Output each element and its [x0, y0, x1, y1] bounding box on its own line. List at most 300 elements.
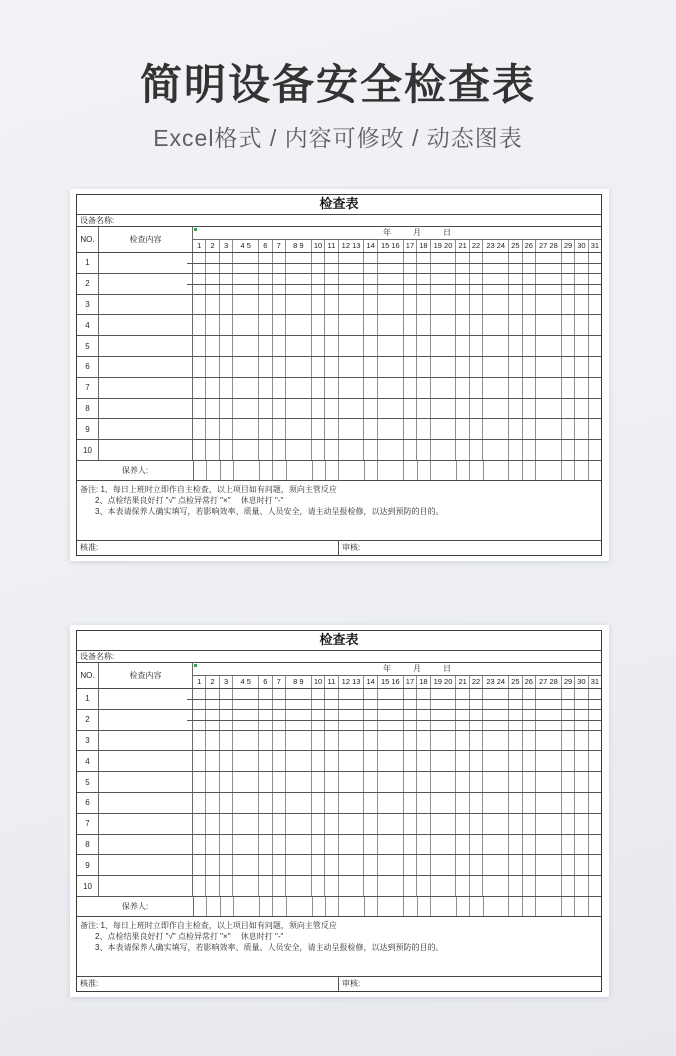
day-cell — [535, 336, 561, 356]
day-cell — [272, 336, 285, 356]
day-cell — [363, 855, 376, 875]
day-cell — [455, 253, 468, 273]
day-cells — [193, 751, 601, 771]
signature-row — [77, 977, 601, 991]
day-cells — [193, 440, 601, 460]
day-cell — [455, 315, 468, 335]
day-cell — [272, 274, 285, 294]
inspection-row — [77, 855, 601, 876]
day-cell — [285, 419, 311, 439]
day-cell — [574, 399, 587, 419]
inspection-row — [77, 689, 601, 710]
day-cells — [193, 357, 601, 377]
day-cell — [416, 689, 429, 709]
day-cell — [403, 315, 416, 335]
row-number-cell: 5 — [77, 336, 99, 356]
day-cell — [574, 731, 587, 751]
day-cell — [311, 315, 324, 335]
day-cell — [561, 835, 574, 855]
day-cell — [377, 295, 403, 315]
day-cell — [561, 897, 574, 916]
day-cell — [430, 772, 456, 792]
page-subtitle: Excel格式 / 内容可修改 / 动态图表 — [153, 125, 523, 151]
day-cell — [482, 751, 508, 771]
day-cell — [522, 772, 535, 792]
day-cell — [535, 440, 561, 460]
day-cells — [193, 731, 601, 751]
inspection-row — [77, 378, 601, 399]
day-cell — [482, 835, 508, 855]
day-cell — [588, 378, 601, 398]
inspection-content-cell — [99, 793, 193, 813]
day-header-cell: 25 — [508, 240, 521, 252]
inspection-content-cell — [99, 253, 193, 273]
day-cell — [219, 440, 232, 460]
day-cell — [233, 897, 259, 916]
content-column-header: 检查内容 — [99, 227, 193, 252]
day-cell — [588, 253, 601, 273]
sheet-card — [70, 189, 609, 561]
day-cell — [416, 336, 429, 356]
day-cells — [193, 419, 601, 439]
day-cell — [364, 897, 377, 916]
day-cell — [574, 461, 587, 480]
day-cell — [455, 751, 468, 771]
day-cell — [455, 399, 468, 419]
day-cells — [193, 336, 601, 356]
day-cell — [430, 897, 456, 916]
day-cell — [219, 793, 232, 813]
day-cell — [522, 876, 535, 896]
day-header-cell: 23 24 — [482, 676, 508, 688]
day-header-cell: 7 — [272, 240, 285, 252]
day-cell — [193, 751, 205, 771]
day-cell — [469, 295, 482, 315]
maintainer-label: 保养人: — [77, 897, 194, 916]
day-cell — [272, 689, 285, 709]
day-cell — [206, 897, 219, 916]
day-cell — [430, 793, 456, 813]
day-cell — [219, 336, 232, 356]
day-cell — [232, 274, 258, 294]
day-cell — [311, 253, 324, 273]
day-cell — [205, 253, 218, 273]
day-cell — [205, 336, 218, 356]
day-cell — [205, 731, 218, 751]
row-number-cell: 3 — [77, 295, 99, 315]
day-header-cell: 29 — [561, 676, 574, 688]
day-cell — [482, 689, 508, 709]
day-cell — [363, 814, 376, 834]
day-cell — [324, 378, 337, 398]
day-number-header-row — [193, 240, 601, 252]
day-cell — [430, 357, 456, 377]
day-cell — [535, 357, 561, 377]
day-cell — [416, 731, 429, 751]
day-cell — [311, 378, 324, 398]
day-cell — [574, 315, 587, 335]
day-cell — [311, 855, 324, 875]
day-cell — [469, 772, 482, 792]
day-cell — [508, 315, 521, 335]
day-cell — [403, 336, 416, 356]
day-cell — [338, 689, 364, 709]
day-cell — [416, 772, 429, 792]
day-cell — [561, 751, 574, 771]
day-cell — [193, 336, 205, 356]
day-cell — [574, 253, 587, 273]
row-number-cell: 6 — [77, 357, 99, 377]
day-cell — [403, 274, 416, 294]
inspection-rows-grid — [77, 253, 601, 461]
day-cell — [311, 336, 324, 356]
day-cell — [324, 855, 337, 875]
day-cell — [455, 835, 468, 855]
day-cell — [232, 399, 258, 419]
day-header-cell: 18 — [416, 240, 429, 252]
cell-marker-dot — [194, 228, 197, 231]
sheet-title: 检查表 — [319, 196, 359, 211]
day-cell — [588, 772, 601, 792]
day-cells — [193, 710, 601, 730]
day-cell — [311, 689, 324, 709]
day-cell — [377, 689, 403, 709]
day-cell — [205, 399, 218, 419]
day-header-cell: 31 — [588, 240, 601, 252]
day-cell — [377, 710, 403, 730]
day-cell — [561, 399, 574, 419]
day-cell — [193, 315, 205, 335]
day-cell — [508, 274, 521, 294]
day-cell — [193, 378, 205, 398]
day-cell — [258, 440, 271, 460]
day-cell — [588, 440, 601, 460]
day-cell — [377, 440, 403, 460]
day-cell — [508, 793, 521, 813]
day-cell — [258, 855, 271, 875]
inspection-row — [77, 315, 601, 336]
day-header-cell: 6 — [258, 676, 271, 688]
day-cell — [324, 336, 337, 356]
day-cell — [588, 399, 601, 419]
day-cell — [508, 689, 521, 709]
day-cell — [259, 461, 272, 480]
day-cell — [455, 772, 468, 792]
day-cell — [522, 295, 535, 315]
day-cell — [272, 253, 285, 273]
day-cell — [403, 751, 416, 771]
day-cell — [588, 295, 601, 315]
day-cell — [455, 295, 468, 315]
day-cell — [522, 419, 535, 439]
day-cell — [535, 772, 561, 792]
day-cell — [416, 814, 429, 834]
day-cell — [232, 378, 258, 398]
day-header-cell: 25 — [508, 676, 521, 688]
row-number-cell: 7 — [77, 378, 99, 398]
day-cell — [324, 295, 337, 315]
maintainer-day-cells — [194, 461, 601, 480]
day-cell — [588, 751, 601, 771]
day-cell — [285, 253, 311, 273]
day-cell — [403, 378, 416, 398]
sheet-table — [76, 194, 602, 556]
day-cell — [403, 689, 416, 709]
day-cell — [588, 274, 601, 294]
day-cell — [193, 876, 205, 896]
day-cell — [258, 710, 271, 730]
day-cell — [508, 835, 521, 855]
day-cell — [403, 793, 416, 813]
day-cell — [574, 897, 587, 916]
day-cell — [482, 336, 508, 356]
day-cell — [219, 855, 232, 875]
row-number-cell: 6 — [77, 793, 99, 813]
day-cell — [430, 731, 456, 751]
day-cell — [574, 835, 587, 855]
day-cell — [338, 731, 364, 751]
day-cell — [588, 855, 601, 875]
day-cell — [193, 689, 205, 709]
day-cell — [205, 440, 218, 460]
day-cell — [338, 357, 364, 377]
day-header-cell: 15 16 — [377, 676, 403, 688]
day-cell — [403, 876, 416, 896]
day-cell — [338, 295, 364, 315]
day-header-cell: 22 — [469, 676, 482, 688]
day-cell — [430, 855, 456, 875]
day-cell — [561, 357, 574, 377]
day-cell — [311, 814, 324, 834]
row-number-cell: 5 — [77, 772, 99, 792]
day-cell — [416, 399, 429, 419]
day-cell — [338, 772, 364, 792]
day-cell — [219, 876, 232, 896]
day-cell — [430, 419, 456, 439]
day-cell — [574, 710, 587, 730]
day-header-cell: 11 — [324, 240, 337, 252]
day-cell — [377, 751, 403, 771]
day-cells — [193, 814, 601, 834]
day-cell — [561, 855, 574, 875]
day-cell — [232, 876, 258, 896]
day-cell — [311, 399, 324, 419]
hero-header — [0, 0, 676, 153]
day-cell — [561, 336, 574, 356]
day-cell — [232, 772, 258, 792]
day-cell — [338, 440, 364, 460]
day-cell — [416, 253, 429, 273]
day-cell — [219, 689, 232, 709]
day-cell — [508, 461, 521, 480]
inspection-content-cell — [99, 772, 193, 792]
day-cell — [430, 315, 456, 335]
day-cell — [588, 419, 601, 439]
notes-block — [77, 481, 601, 541]
day-cell — [416, 378, 429, 398]
row-number-cell: 9 — [77, 855, 99, 875]
day-cells — [193, 855, 601, 875]
day-cell — [588, 876, 601, 896]
day-cell — [522, 689, 535, 709]
day-cell — [363, 253, 376, 273]
table-header-row — [77, 227, 601, 253]
day-cell — [535, 295, 561, 315]
day-cell — [377, 876, 403, 896]
day-cell — [508, 897, 521, 916]
inspection-row — [77, 814, 601, 835]
day-cells — [193, 274, 601, 294]
day-cell — [588, 357, 601, 377]
day-cell — [285, 772, 311, 792]
day-cell — [403, 419, 416, 439]
day-cell — [522, 440, 535, 460]
day-cell — [469, 378, 482, 398]
day-cell — [205, 751, 218, 771]
day-cell — [286, 461, 312, 480]
day-cell — [272, 751, 285, 771]
day-cell — [535, 378, 561, 398]
day-cell — [561, 315, 574, 335]
day-cell — [324, 440, 337, 460]
day-cell — [403, 357, 416, 377]
maintainer-row — [77, 897, 601, 917]
day-cell — [219, 835, 232, 855]
day-cell — [325, 897, 338, 916]
row-number-cell: 9 — [77, 419, 99, 439]
day-cell — [482, 814, 508, 834]
row-number-cell: 4 — [77, 315, 99, 335]
day-cell — [312, 897, 325, 916]
day-cell — [338, 336, 364, 356]
day-cell — [363, 419, 376, 439]
day-cell — [285, 315, 311, 335]
day-cell — [363, 357, 376, 377]
day-cell — [232, 731, 258, 751]
day-cell — [430, 751, 456, 771]
day-cells — [193, 793, 601, 813]
day-cell — [482, 793, 508, 813]
day-cell — [272, 295, 285, 315]
day-cell — [219, 399, 232, 419]
inspection-row — [77, 336, 601, 357]
inspection-row — [77, 295, 601, 316]
day-cell — [193, 772, 205, 792]
day-cell — [258, 835, 271, 855]
day-cell — [311, 876, 324, 896]
date-header-block — [193, 227, 601, 252]
day-cell — [508, 710, 521, 730]
day-header-cell: 8 9 — [285, 240, 311, 252]
day-cell — [258, 419, 271, 439]
inspection-row — [77, 253, 601, 274]
day-cell — [205, 814, 218, 834]
day-cells — [193, 399, 601, 419]
day-cell — [430, 336, 456, 356]
day-cell — [232, 253, 258, 273]
day-cell — [324, 274, 337, 294]
day-cell — [285, 295, 311, 315]
day-cell — [522, 710, 535, 730]
day-cell — [535, 855, 561, 875]
day-cell — [258, 315, 271, 335]
day-cell — [258, 253, 271, 273]
year-month-day-header: 年 月 日 — [193, 227, 601, 240]
day-cell — [430, 689, 456, 709]
day-cell — [508, 772, 521, 792]
day-cell — [285, 855, 311, 875]
day-cell — [588, 336, 601, 356]
note-line: 2、点检结果良好打 "√" 点检异常打 "×" 休息时打 "-" — [95, 932, 284, 941]
no-column-header: NO. — [77, 227, 99, 252]
day-cell — [561, 793, 574, 813]
day-cell — [205, 835, 218, 855]
day-cell — [522, 793, 535, 813]
day-cell — [535, 793, 561, 813]
day-cell — [232, 855, 258, 875]
day-cell — [324, 253, 337, 273]
day-cell — [259, 897, 272, 916]
day-cell — [311, 710, 324, 730]
day-cells — [193, 772, 601, 792]
day-header-cell: 10 — [311, 240, 324, 252]
day-cell — [482, 357, 508, 377]
row-number-cell: 3 — [77, 731, 99, 751]
day-cells — [193, 378, 601, 398]
day-header-cell: 18 — [416, 676, 429, 688]
day-cell — [338, 274, 364, 294]
day-cell — [574, 378, 587, 398]
day-cell — [588, 710, 601, 730]
note-line: 备注: 1、每日上班时立即作自主检查，以上项目如有问题，须向主管反应 — [80, 485, 337, 494]
day-cell — [272, 357, 285, 377]
day-cell — [455, 814, 468, 834]
day-cell — [416, 440, 429, 460]
day-cell — [272, 461, 285, 480]
day-cell — [205, 689, 218, 709]
maintainer-row — [77, 461, 601, 481]
day-cell — [219, 253, 232, 273]
day-cell — [416, 793, 429, 813]
sheet-title: 检查表 — [319, 632, 359, 647]
day-cell — [469, 253, 482, 273]
day-cell — [403, 253, 416, 273]
day-cell — [377, 814, 403, 834]
day-cell — [522, 378, 535, 398]
inspection-content-cell — [99, 295, 193, 315]
day-cell — [535, 399, 561, 419]
day-cell — [403, 710, 416, 730]
day-cell — [430, 440, 456, 460]
row-number-cell: 8 — [77, 399, 99, 419]
day-cell — [220, 897, 233, 916]
day-cell — [311, 440, 324, 460]
day-cell — [574, 357, 587, 377]
day-cell — [574, 751, 587, 771]
day-cell — [285, 876, 311, 896]
day-header-cell: 31 — [588, 676, 601, 688]
day-cell — [338, 399, 364, 419]
day-cell — [377, 253, 403, 273]
day-cell — [258, 689, 271, 709]
day-cell — [258, 357, 271, 377]
day-header-cell: 10 — [311, 676, 324, 688]
day-cell — [193, 295, 205, 315]
day-cell — [324, 689, 337, 709]
day-cell — [377, 793, 403, 813]
day-cell — [508, 440, 521, 460]
day-cell — [233, 461, 259, 480]
